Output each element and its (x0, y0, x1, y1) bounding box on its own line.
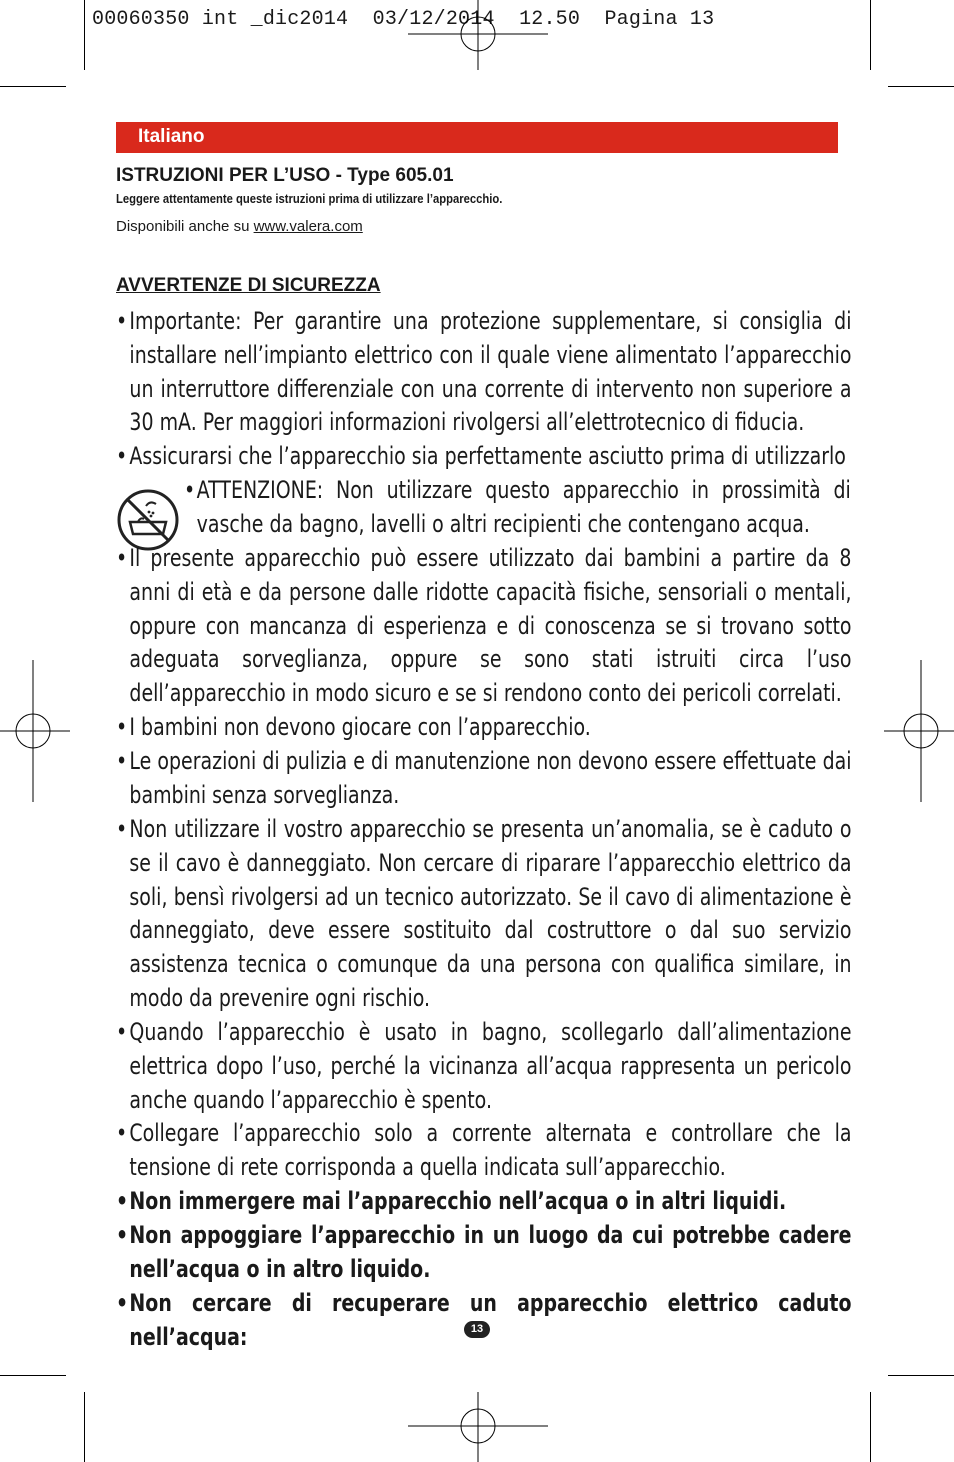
item-text: ATTENZIONE: Non utilizzare questo apparecchio in prossimità di vasche da bagno, lavelli o altri recipienti che contengano acqua. (196, 476, 851, 538)
bullet: • (116, 815, 128, 843)
read-note: Leggere attentamente queste istruzioni prima di utilizzare l’apparecchio. (116, 192, 503, 206)
list-item (116, 1016, 851, 1117)
list-item (116, 1219, 851, 1287)
crop-mark-top-left-v (84, 0, 85, 70)
doc-title: ISTRUZIONI PER L’USO - Type 605.01 (116, 165, 454, 186)
list-item (116, 542, 851, 711)
list-item (116, 440, 851, 474)
crop-mark-bottom-left-h (0, 1375, 66, 1376)
crop-mark-bottom-right-v (870, 1392, 871, 1462)
list-item (116, 305, 851, 440)
bullet: • (116, 713, 128, 741)
item-text: Importante: Per garantire una protezione supplementare, si consiglia di installare nell’impianto elettrico con il quale viene alimentato l’apparecchio un interruttore differenziale con una corrente di intervento non superiore a 30 mA. Per maggiori informazioni rivolgersi all’elettrotecnico di fiducia. (129, 307, 852, 437)
crop-mark-bottom-right-h (888, 1375, 954, 1376)
item-text: Non utilizzare il vostro apparecchio se presenta un’anomalia, se è caduto o se il cavo è danneggiato. Non cercare di riparare l’apparecchio elettrico da soli, bensì rivolgersi ad un tecnico autorizzato. Se il cavo di alimentazione è danneggiato, deve essere sostituito dal costruttore o dal suo servizio assistenza tecnica o comunque da una persona con qualifica similare, in modo da prevenire ogni rischio. (129, 815, 852, 1012)
list-item (116, 1117, 851, 1185)
item-text: Non cercare di recuperare un apparecchio elettrico caduto nell’acqua: (129, 1289, 852, 1351)
bullet: • (116, 1289, 129, 1317)
item-text: I bambini non devono giocare con l’apparecchio. (129, 713, 591, 741)
warning-text-block (184, 474, 851, 542)
print-slug: 00060350 int _dic2014 03/12/2014 12.50 Pagina 13 (92, 8, 715, 31)
registration-mark-icon (408, 0, 548, 70)
crop-mark-bottom-left-v (84, 1392, 85, 1462)
bullet: • (116, 1119, 128, 1147)
list-item-warning (116, 474, 851, 542)
availability-prefix: Disponibili anche su (116, 218, 254, 235)
item-text: Quando l’apparecchio è usato in bagno, scollegarlo dall’alimentazione elettrica dopo l’uso, perché la vicinanza all’acqua rappresenta un pericolo anche quando l’apparecchio è spento. (129, 1018, 852, 1114)
crop-mark-top-left-h (0, 86, 66, 87)
item-text: Il presente apparecchio può essere utilizzato dai bambini a partire da 8 anni di età e da persone dalle ridotte capacità fisiche, sensoriali o mentali, oppure con mancanza di esperienza e di conoscenza se si trovano sotto adeguata sorveglianza, oppure se sono stati istruiti circa l’uso dell’apparecchio in modo sicuro e se si rendono conto dei pericoli correlati. (129, 544, 852, 708)
bullet: • (184, 476, 196, 504)
bullet: • (116, 747, 128, 775)
list-item (116, 745, 851, 813)
bullet: • (116, 307, 128, 335)
language-label: Italiano (138, 126, 205, 147)
item-text: Non immergere mai l’apparecchio nell’acqua o in altri liquidi. (129, 1187, 787, 1215)
list-item (116, 1185, 851, 1219)
registration-mark-icon (0, 660, 70, 802)
list-item (116, 711, 851, 745)
section-heading: AVVERTENZE DI SICUREZZA (116, 275, 381, 296)
item-text: Non appoggiare l’apparecchio in un luogo da cui potrebbe cadere nell’acqua o in altro liquido. (129, 1221, 852, 1283)
bullet: • (116, 544, 128, 572)
bullet: • (116, 442, 128, 470)
crop-mark-top-right-h (888, 86, 954, 87)
item-text: Assicurarsi che l’apparecchio sia perfettamente asciutto prima di utilizzarlo (129, 442, 846, 470)
crop-mark-top-right-v (870, 0, 871, 70)
bullet: • (116, 1187, 129, 1215)
registration-mark-icon (408, 1392, 548, 1462)
availability-note (116, 218, 363, 235)
bullet: • (116, 1221, 129, 1249)
item-text: Collegare l’apparecchio solo a corrente alternata e controllare che la tensione di rete corrisponda a quella indicata sull’apparecchio. (129, 1119, 852, 1181)
language-bar (116, 122, 838, 153)
website-link[interactable]: www.valera.com (253, 218, 363, 235)
page-number: 13 (464, 1321, 490, 1338)
item-text: Le operazioni di pulizia e di manutenzione non devono essere effettuate dai bambini senza sorveglianza. (129, 747, 852, 809)
registration-mark-icon (884, 660, 954, 802)
bullet: • (116, 1018, 128, 1046)
list-item (116, 813, 851, 1016)
